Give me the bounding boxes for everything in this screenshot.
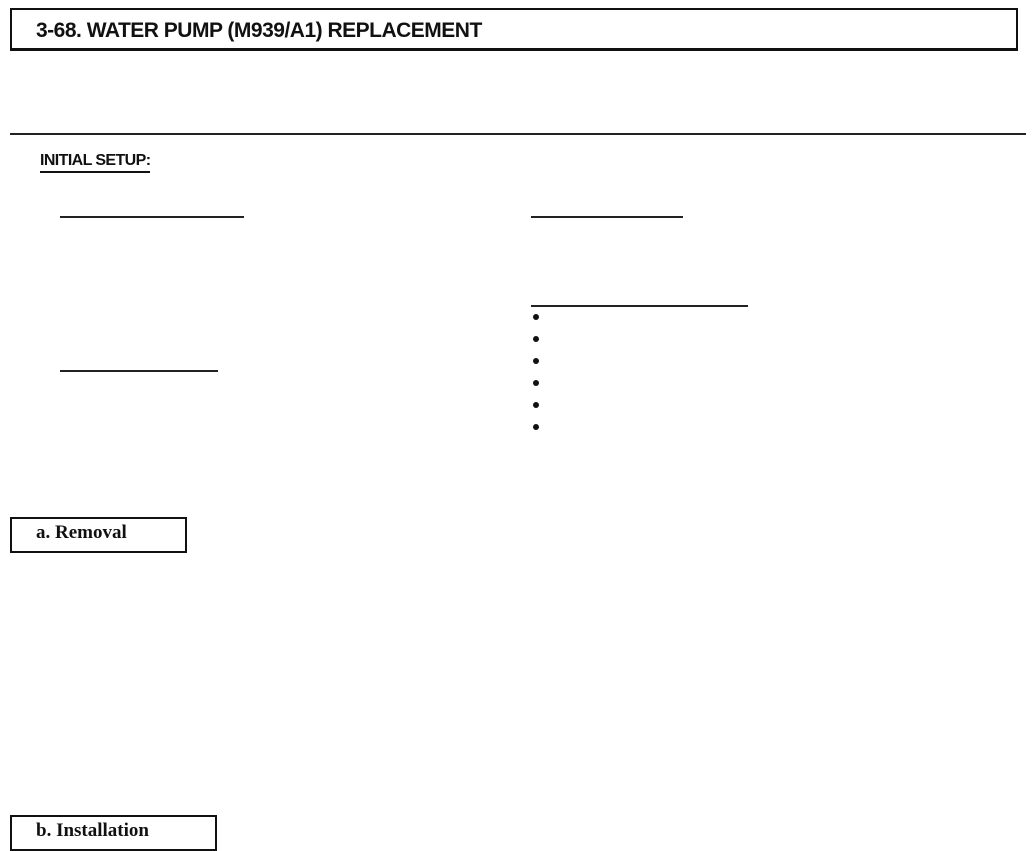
horizontal-rule [10, 133, 1026, 135]
bullet-dot [533, 402, 539, 408]
left-subheading-underline-2 [60, 370, 218, 372]
page-title: 3-68. WATER PUMP (M939/A1) REPLACEMENT [36, 19, 482, 42]
right-subheading-underline-2 [531, 305, 748, 307]
bullet-dot [533, 314, 539, 320]
removal-section-box [10, 517, 187, 553]
right-subheading-underline-1 [531, 216, 683, 218]
left-subheading-underline-1 [60, 216, 244, 218]
bullet-list [533, 314, 543, 446]
section-title-box [10, 8, 1018, 51]
bullet-dot [533, 424, 539, 430]
bullet-dot [533, 336, 539, 342]
removal-section-label: a. Removal [36, 522, 127, 543]
installation-section-box [10, 815, 217, 851]
initial-setup-heading: INITIAL SETUP: [40, 152, 150, 173]
bullet-dot [533, 380, 539, 386]
installation-section-label: b. Installation [36, 820, 149, 841]
bullet-dot [533, 358, 539, 364]
